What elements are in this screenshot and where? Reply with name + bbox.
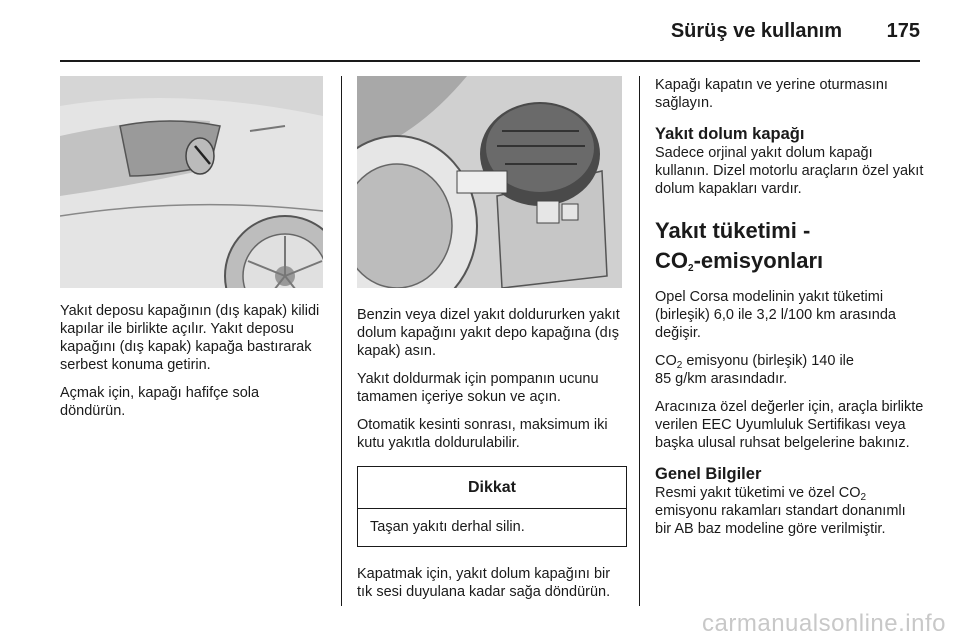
paragraph: Otomatik kesinti sonrası, maksimum iki kutu yakıtla doldurulabilir.: [357, 417, 608, 451]
official-consumption-text: Resmi yakıt tüketimi ve özel CO: [655, 485, 861, 501]
running-header-title: Sürüş ve kullanım: [670, 20, 842, 42]
right-column-text: [655, 76, 925, 548]
column-divider-right: [639, 76, 640, 606]
caution-title: Dikkat: [358, 467, 626, 509]
heading-line2: -emisyonları: [693, 248, 824, 273]
section-heading-general: Genel Bilgiler: [655, 465, 762, 483]
watermark: carmanualsonline.info: [702, 610, 946, 637]
page-number: 175: [886, 20, 920, 42]
section-heading-consumption: [655, 216, 925, 276]
column-divider-left: [341, 76, 342, 606]
paragraph: Opel Corsa modelinin yakıt tüketimi (birleşik) 6,0 ile 3,2 l/100 km arasında değişir.: [655, 289, 896, 341]
paragraph: [655, 352, 925, 388]
paragraph: Kapağı kapatın ve yerine oturmasını sağlayın.: [655, 77, 888, 111]
paragraph: Benzin veya dizel yakıt doldururken yakıt dolum kapağını yakıt depo kapağına (dış kapak) asın.: [357, 307, 620, 359]
paragraph: [655, 484, 925, 538]
heading-co: CO: [655, 248, 688, 273]
co2-text: emisyonu (birleşik) 140 ile: [682, 353, 854, 369]
caution-text: Taşan yakıtı derhal silin.: [370, 519, 525, 535]
co-text: CO: [655, 353, 677, 369]
header-rule: [60, 60, 920, 62]
car-fuel-flap-illustration: [60, 76, 323, 288]
heading-line1: Yakıt tüketimi -: [655, 218, 811, 243]
paragraph: Yakıt doldurmak için pompanın ucunu tamamen içeriye sokun ve açın.: [357, 371, 599, 405]
co2-text-line2: 85 g/km arasındadır.: [655, 371, 788, 387]
middle-column-text: [357, 306, 627, 611]
paragraph: Aracınıza özel değerler için, araçla birlikte verilen EEC Uyumluluk Sertifikası veya başka ulusal ruhsat belgelerine bakınız.: [655, 399, 924, 451]
paragraph: Sadece orjinal yakıt dolum kapağı kullanın. Dizel motorlu araçların özel yakıt dolum kapakları vardır.: [655, 145, 924, 197]
fuel-cap-illustration: [357, 76, 622, 288]
subscript: 2: [676, 360, 683, 371]
heading-subscript: 2: [688, 263, 694, 274]
caution-box: [357, 466, 627, 547]
left-column-text: [60, 302, 328, 430]
section-heading-fuel-cap: Yakıt dolum kapağı: [655, 125, 805, 143]
subscript: 2: [860, 492, 867, 503]
paragraph: Açmak için, kapağı hafifçe sola döndürün.: [60, 385, 260, 419]
official-consumption-text-2: emisyonu rakamları standart donanımlı bir AB baz modeline göre verilmiştir.: [655, 503, 906, 537]
paragraph: Yakıt deposu kapağının (dış kapak) kilidi kapılar ile birlikte açılır. Yakıt deposu kapağını (dış kapak) kapağa bastırarak serbest konuma getirin.: [60, 303, 320, 373]
paragraph: Kapatmak için, yakıt dolum kapağını bir tık sesi duyulana kadar sağa döndürün.: [357, 566, 611, 600]
